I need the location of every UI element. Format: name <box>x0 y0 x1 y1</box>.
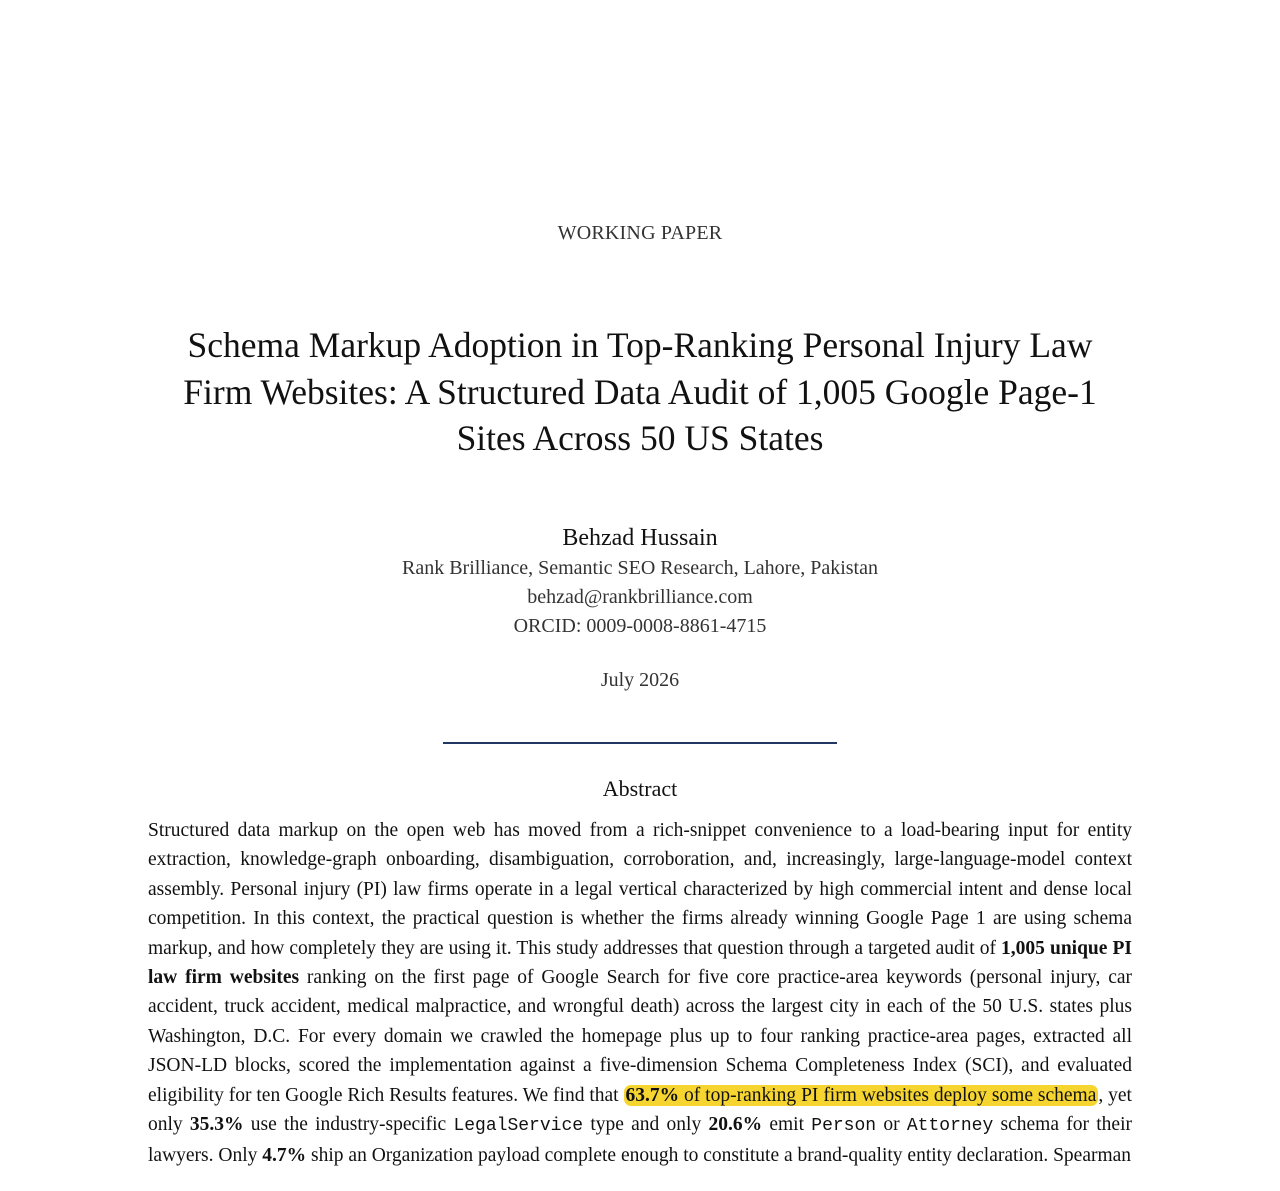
abstract-body <box>148 816 1132 1171</box>
author-email: behzad@rankbrilliance.com <box>527 586 753 608</box>
highlighted-percentage: 63.7% <box>625 1084 680 1106</box>
abstract-bold-stat: 4.7% <box>262 1145 307 1167</box>
code-person: Person <box>811 1116 877 1137</box>
abstract-text: or <box>876 1114 907 1136</box>
abstract-text: type and only <box>583 1114 709 1136</box>
abstract-text: use the industry-specific <box>243 1114 454 1136</box>
highlighted-text: of top-ranking PI firm websites deploy some schema <box>679 1084 1097 1106</box>
abstract-text: Structured data markup on the open web has moved from a rich-snippet convenience to a load-bearing input for entity extraction, knowledge-graph onboarding, disambiguation, corroboration, and, increasingly, large-language-model context assembly. Personal injury (PI) law firms operate in a legal vertical characterized by high commercial intent and dense local competition. In this context, the practical question is whether the firms already winning Google Page 1 are using schema markup, and how completely they are using it. This study addresses that question through a targeted audit of <box>148 820 1132 959</box>
code-legalservice: LegalService <box>453 1116 584 1137</box>
abstract-text: , yet only <box>148 1084 1132 1136</box>
abstract-bold-stat: 20.6% <box>708 1114 763 1136</box>
abstract-bold-stat: 35.3% <box>189 1114 244 1136</box>
abstract-bold-count: 1,005 unique PI law firm websites <box>148 937 1132 989</box>
paper-date: July 2026 <box>600 669 680 691</box>
divider-rule <box>443 742 837 744</box>
author-block <box>0 522 1280 641</box>
abstract-heading: Abstract <box>602 776 678 801</box>
author-name: Behzad Hussain <box>562 525 718 551</box>
code-attorney: Attorney <box>906 1116 994 1137</box>
abstract-text: emit <box>762 1114 812 1136</box>
working-paper-label: WORKING PAPER <box>557 222 723 244</box>
paper-title: Schema Markup Adoption in Top-Ranking Personal Injury Law Firm Websites: A Structured Data Audit of 1,005 Google Page-1 Sites Across 50 US States <box>183 325 1097 458</box>
highlighted-finding <box>624 1085 1099 1106</box>
abstract-text: schema for their lawyers. Only <box>148 1114 1132 1167</box>
abstract-text: ship an Organization payload complete enough to constitute a brand-quality entity declaration. Spearman <box>306 1145 1132 1167</box>
abstract-text: ranking on the first page of Google Search for five core practice-area keywords (personal injury, car accident, truck accident, medical malpractice, and wrongful death) across the largest city in each of the 50 U.S. states plus Washington, D.C. For every domain we crawled the homepage plus up to four ranking practice-area pages, extracted all JSON-LD blocks, scored the implementation against a five-dimension Schema Completeness Index (SCI), and evaluated eligibility for ten Google Rich Results features. We find that <box>148 967 1133 1106</box>
author-affiliation: Rank Brilliance, Semantic SEO Research, Lahore, Pakistan <box>402 557 878 579</box>
author-orcid: ORCID: 0009-0008-8861-4715 <box>513 615 767 637</box>
